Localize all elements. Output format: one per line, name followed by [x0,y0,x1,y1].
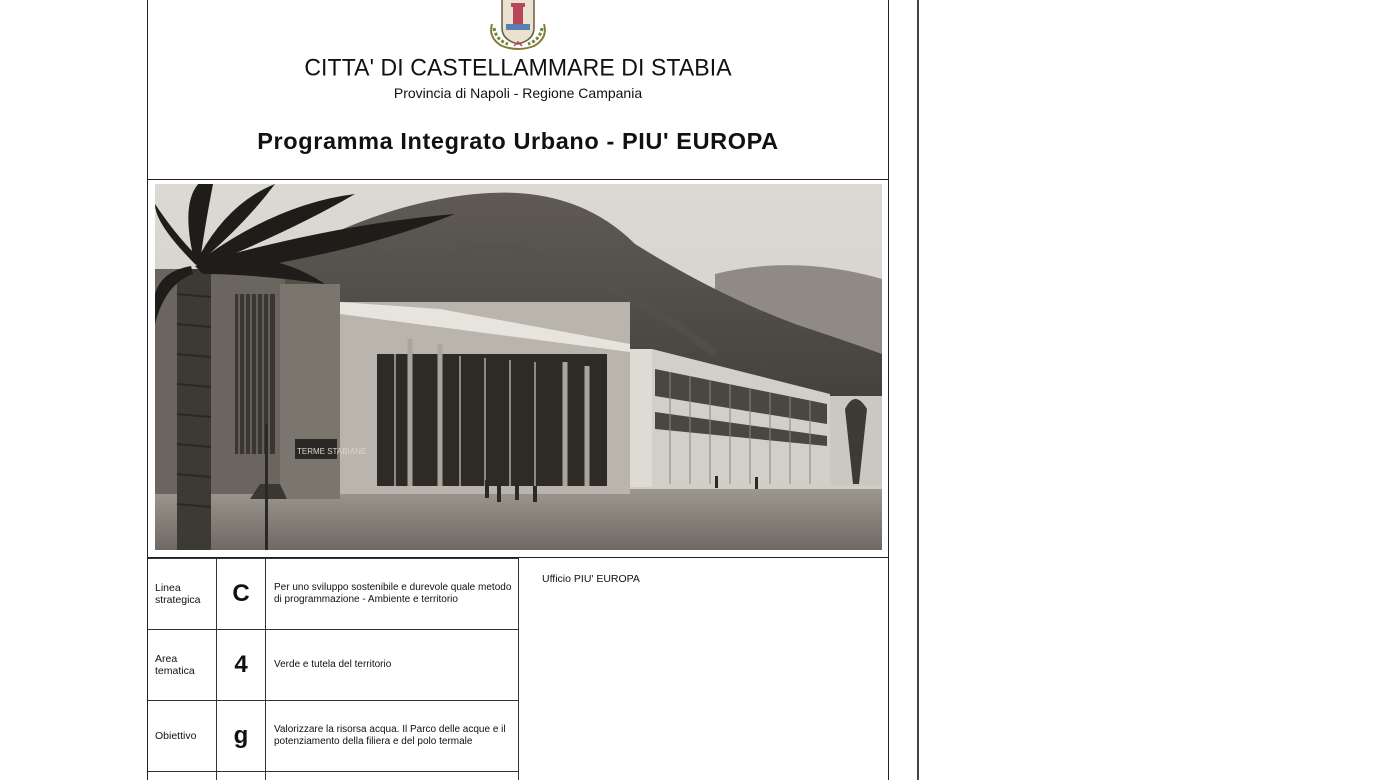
office-label: Ufficio PIU' EUROPA [542,573,640,585]
row-code: g [217,701,266,772]
city-crest-icon [482,0,554,50]
document-header [148,0,888,180]
document-page [147,0,889,780]
row-code: 4 [217,630,266,701]
building-sign: TERME STABIANE [297,447,367,456]
page-divider [917,0,919,780]
table-row [148,630,519,701]
terme-stabiane-photo [155,184,882,550]
province-subtitle: Provincia di Napoli - Regione Campania [393,85,643,101]
row-description: Verde e tutela del territorio [266,630,519,701]
row-description: Valorizzare la risorsa acqua. Il Parco delle acque e il potenziamento della filiera e del polo termale [266,701,519,772]
row-label: Obiettivo [148,701,217,772]
row-code [217,772,266,780]
row-description: Per uno sviluppo sostenibile e durevole quale metodo di programmazione - Ambiente e territorio [266,559,519,630]
row-label [148,772,217,780]
photo-section [148,179,888,558]
row-label: Linea strategica [148,559,217,630]
row-code: C [217,559,266,630]
row-description [266,772,519,780]
row-label: Area tematica [148,630,217,701]
table-row [148,701,519,772]
city-name: CITTA' DI CASTELLAMMARE DI STABIA [304,53,732,81]
program-title: Programma Integrato Urbano - PIU' EUROPA [257,128,779,154]
table-row [148,772,519,780]
classification-table [148,558,519,780]
table-row [148,559,519,630]
